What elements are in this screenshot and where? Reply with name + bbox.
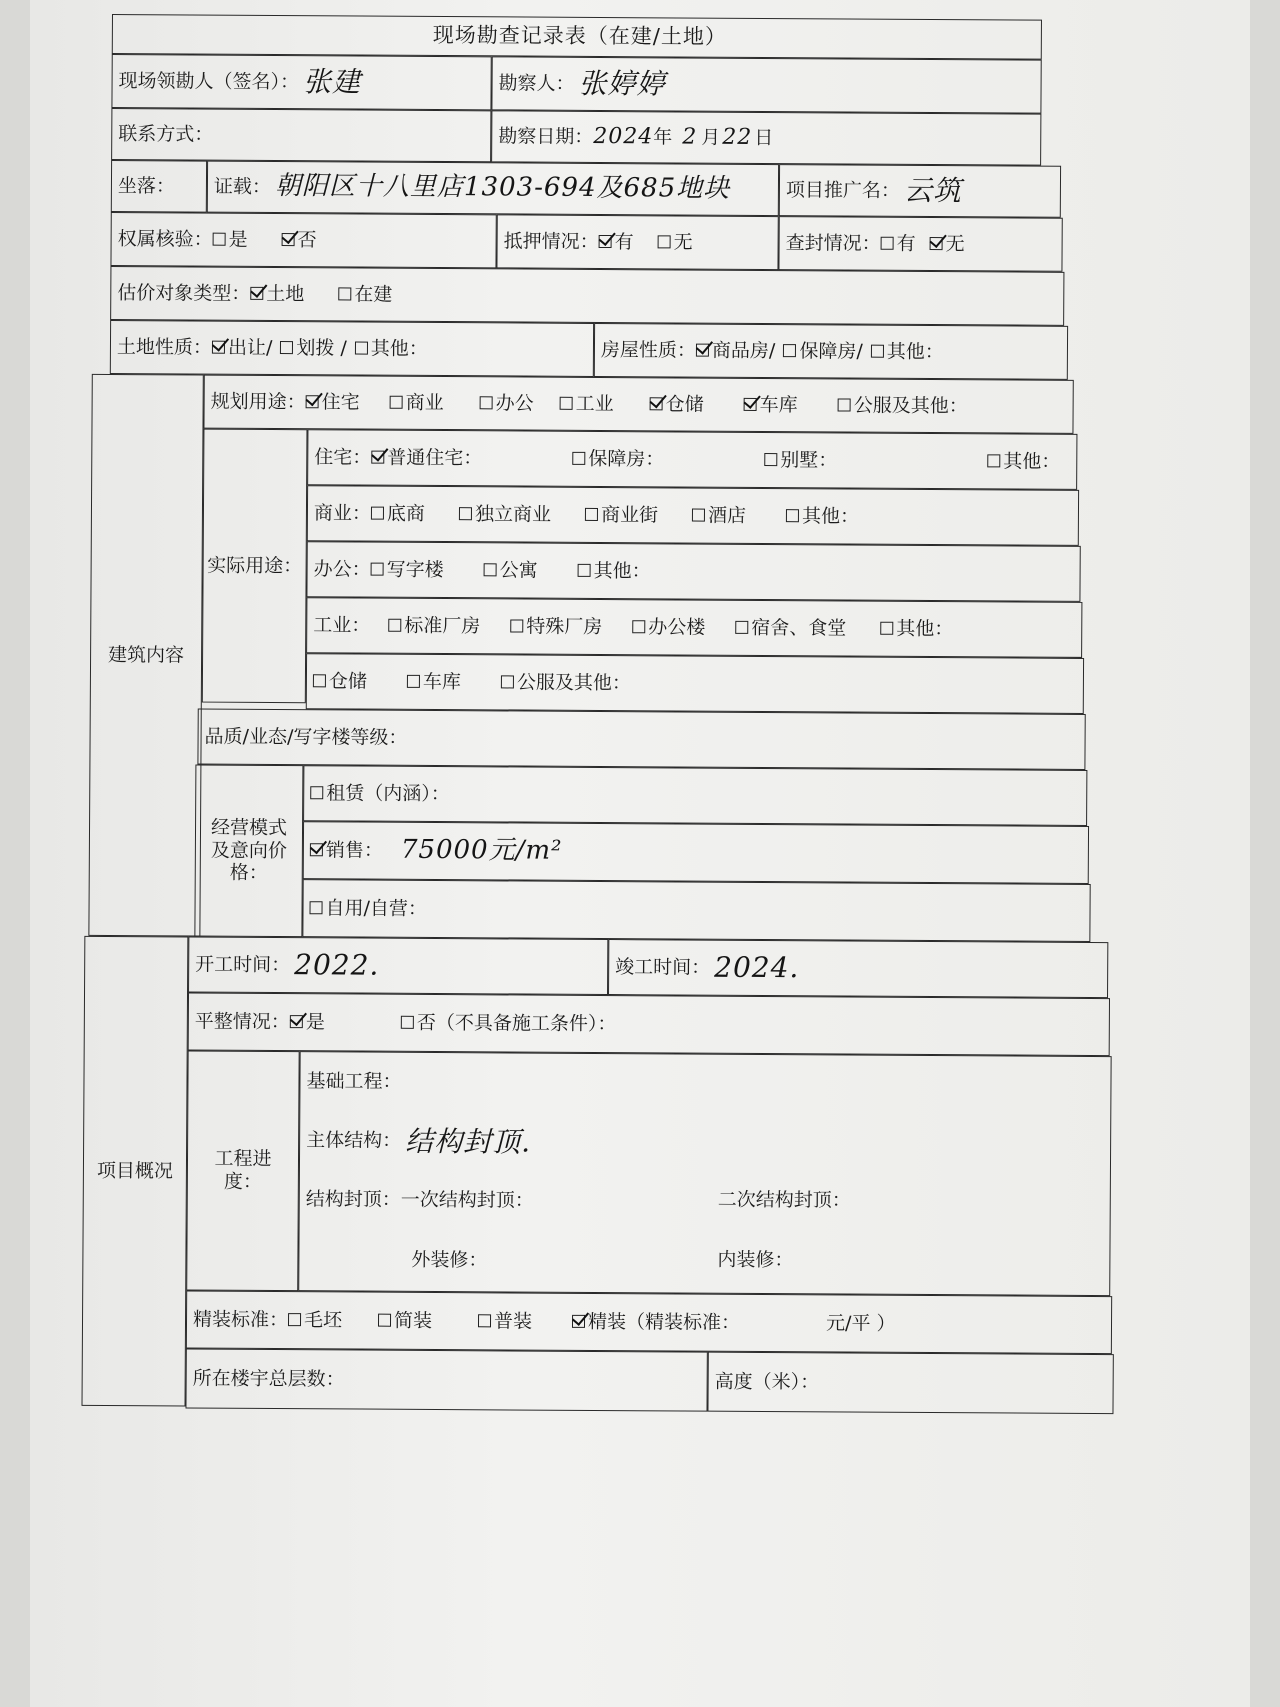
project-name-cell [779, 164, 1061, 218]
lead-surveyor-label: 现场领勘人（签名）： [118, 69, 300, 93]
finish-simple-checkbox[interactable] [378, 1314, 391, 1327]
actual-residential-other-text: 其他： [1003, 450, 1061, 473]
leveling-yes-text: 是 [305, 1010, 325, 1033]
mortgage-no-checkbox[interactable] [658, 236, 671, 249]
main-structure-row [306, 1124, 531, 1159]
planned-use-storage-checkbox[interactable] [650, 398, 663, 411]
business-sale-cell [303, 821, 1089, 884]
finish-normal-text: 普装 [494, 1309, 533, 1333]
planned-use-commercial-text: 商业 [405, 391, 444, 414]
business-self-use-cell [302, 879, 1090, 942]
business-self-use-text: 自用/自营： [325, 896, 428, 920]
land-nature-label: 土地性质： [116, 335, 213, 359]
house-nature-affordable-text: 保障房/ [799, 339, 863, 363]
actual-industrial-other-text: 其他： [896, 617, 954, 640]
survey-day-unit: 日 [754, 126, 774, 149]
leveling-no-text: 否（不具备施工条件）： [416, 1011, 617, 1035]
actual-residential-villa-checkbox[interactable] [764, 453, 777, 466]
business-lease-cell [303, 765, 1087, 826]
leveling-label: 平整情况： [194, 1010, 290, 1033]
actual-commercial-hotel-text: 酒店 [707, 504, 747, 527]
actual-residential-affordable-checkbox[interactable] [572, 452, 585, 465]
seizure-no-checkbox[interactable] [930, 237, 943, 250]
house-nature-cell [594, 323, 1068, 380]
actual-residential-cell [307, 429, 1077, 490]
actual-other-public-text: 公服及其他： [516, 671, 632, 694]
actual-residential-ordinary-text: 普通住宅： [387, 446, 483, 469]
building-content-label-cell [88, 374, 203, 937]
lead-surveyor-signature: 张建 [303, 65, 362, 99]
actual-industrial-standard-checkbox[interactable] [388, 619, 401, 632]
survey-form [96, 14, 1202, 1521]
actual-other-storage-text: 仓储 [328, 669, 368, 693]
planned-use-public-option[interactable] [838, 394, 968, 418]
actual-industrial-office-text: 办公楼 [648, 615, 706, 639]
ownership-yes-option[interactable] [213, 228, 248, 251]
total-floors-cell [185, 1348, 707, 1411]
business-self-use-checkbox[interactable] [310, 902, 323, 915]
planned-use-industrial-option[interactable] [560, 392, 614, 415]
actual-residential-affordable-text: 保障房： [588, 447, 665, 470]
location-label-cell [111, 160, 207, 213]
mortgage-yes-checkbox[interactable] [599, 235, 612, 248]
height-cell [707, 1352, 1113, 1414]
object-type-land-checkbox[interactable] [250, 287, 263, 300]
progress-label-line2: 度： [223, 1170, 262, 1193]
finish-bare-checkbox[interactable] [288, 1314, 301, 1327]
land-nature-other-text: 其他： [370, 337, 428, 360]
ownership-no-checkbox[interactable] [282, 234, 295, 247]
main-structure-label: 主体结构： [306, 1129, 402, 1153]
actual-industrial-dorm-option[interactable] [735, 616, 846, 639]
actual-residential-villa-text: 别墅： [780, 448, 838, 472]
business-lease-checkbox[interactable] [310, 787, 323, 800]
planned-use-commercial-option[interactable] [390, 391, 444, 414]
house-nature-other-text: 其他： [886, 340, 944, 363]
finish-fine-checkbox[interactable] [572, 1315, 585, 1328]
actual-industrial-dorm-text: 宿舍、食堂 [751, 616, 847, 640]
survey-day: 22 [722, 124, 753, 150]
lead-surveyor-cell [111, 54, 491, 110]
finish-unit: 元/平 ） [826, 1311, 896, 1335]
planned-use-public-checkbox[interactable] [838, 399, 851, 412]
actual-commercial-street-checkbox[interactable] [585, 508, 598, 521]
actual-other-storage-option[interactable] [313, 670, 367, 693]
business-sale-option[interactable] [310, 839, 383, 862]
ownership-no-option[interactable] [282, 229, 317, 252]
business-lease-text: 租赁（内涵）： [326, 781, 450, 805]
object-type-land-text: 土地 [266, 282, 305, 305]
finish-fine-option[interactable] [572, 1310, 740, 1334]
actual-residential-affordable-option[interactable] [572, 447, 664, 470]
actual-residential-other-option[interactable] [987, 450, 1060, 473]
land-nature-allocation-option[interactable] [280, 337, 347, 360]
mortgage-cell [496, 214, 778, 270]
actual-commercial-cell [307, 485, 1079, 546]
start-time-label: 开工时间： [195, 953, 291, 976]
leveling-no-option[interactable] [401, 1011, 617, 1035]
finish-bare-option[interactable] [288, 1309, 342, 1332]
mortgage-yes-text: 有 [614, 230, 634, 253]
progress-detail-cell [298, 1051, 1111, 1296]
actual-commercial-label: 商业： [313, 501, 372, 525]
progress-label-cell [186, 1050, 299, 1291]
finish-standard-cell [186, 1290, 1112, 1354]
actual-office-other-option[interactable] [578, 559, 651, 582]
actual-other-garage-checkbox[interactable] [407, 675, 420, 688]
cert-address: 朝阳区十八里店1303-694及685地块 [274, 171, 731, 205]
actual-industrial-office-option[interactable] [632, 616, 705, 639]
ownership-label: 权属核验： [117, 227, 213, 251]
foundation-row [306, 1070, 401, 1093]
form-title: 现场勘查记录表（在建/土地） [112, 14, 1042, 60]
actual-industrial-dorm-checkbox[interactable] [735, 621, 748, 634]
object-type-cell [110, 266, 1064, 326]
second-topping-row [718, 1189, 851, 1213]
land-nature-allocation-text: 划拨 / [296, 336, 347, 360]
actual-commercial-other-checkbox[interactable] [786, 510, 799, 523]
land-nature-transfer-option[interactable] [212, 336, 273, 359]
location-label: 坐落： [117, 174, 176, 197]
land-nature-cell [110, 320, 594, 377]
survey-month-unit: 月 [701, 126, 721, 149]
cert-label: 证载： [213, 175, 272, 198]
house-nature-other-option[interactable] [871, 340, 944, 363]
land-nature-transfer-checkbox[interactable] [212, 341, 225, 354]
first-topping-label: 一次结构封顶： [400, 1188, 534, 1212]
actual-industrial-cell [306, 597, 1082, 658]
survey-date-cell [491, 110, 1041, 165]
actual-office-apartment-text: 公寓 [499, 558, 538, 582]
second-topping-label: 二次结构封顶： [717, 1188, 851, 1212]
actual-residential-ordinary-option[interactable] [371, 446, 482, 469]
actual-commercial-street-shop-option[interactable] [371, 502, 425, 525]
business-mode-label-cell [194, 765, 303, 938]
house-nature-other-checkbox[interactable] [871, 345, 884, 358]
house-nature-commodity-text: 商品房/ [711, 339, 776, 362]
land-nature-other-checkbox[interactable] [355, 342, 368, 355]
interior-row [717, 1249, 793, 1272]
actual-other-public-option[interactable] [501, 671, 631, 695]
finish-normal-option[interactable] [478, 1310, 532, 1333]
exterior-label: 外装修： [411, 1248, 488, 1272]
planned-use-public-text: 公服及其他： [853, 394, 968, 417]
project-overview-label: 项目概况 [96, 1159, 174, 1182]
planned-use-industrial-text: 工业 [575, 392, 614, 415]
planned-use-residential-option[interactable] [306, 391, 360, 414]
actual-office-other-text: 其他： [593, 559, 651, 582]
land-nature-other-option[interactable] [355, 337, 428, 360]
seizure-cell [778, 216, 1062, 272]
mortgage-no-text: 无 [673, 231, 693, 254]
house-nature-commodity-checkbox[interactable] [696, 344, 709, 357]
actual-industrial-special-text: 特殊厂房 [526, 615, 603, 638]
object-type-construction-checkbox[interactable] [338, 288, 351, 301]
survey-year-unit: 年 [653, 125, 673, 149]
actual-residential-villa-option[interactable] [764, 449, 837, 472]
surveyor-signature: 张婷婷 [578, 67, 666, 101]
planned-use-garage-option[interactable] [744, 393, 798, 416]
land-nature-allocation-checkbox[interactable] [280, 342, 293, 355]
actual-office-apartment-option[interactable] [484, 559, 538, 582]
actual-other-garage-option[interactable] [407, 670, 461, 693]
planned-use-storage-text: 仓储 [665, 392, 704, 416]
progress-label-line1: 工程进 [214, 1147, 272, 1171]
paper-sheet [30, 0, 1250, 1707]
actual-office-building-option[interactable] [371, 558, 444, 581]
actual-industrial-special-checkbox[interactable] [510, 620, 523, 633]
ownership-no-text: 否 [297, 228, 317, 251]
finish-standard-label: 精装标准： [192, 1308, 289, 1331]
business-mode-label-line3: 格： [229, 862, 268, 885]
actual-other-cell [306, 653, 1084, 714]
business-sale-price: 75000元/m² [400, 835, 563, 867]
completion-time-value: 2024. [714, 950, 800, 985]
leveling-yes-option[interactable] [290, 1011, 325, 1034]
actual-office-label: 办公： [313, 557, 371, 581]
actual-residential-label: 住宅： [314, 445, 372, 469]
mortgage-label: 抵押情况： [503, 229, 599, 253]
foundation-label: 基础工程： [306, 1070, 402, 1093]
finish-bare-text: 毛坯 [303, 1308, 343, 1332]
surveyor-label: 勘察人： [498, 71, 575, 95]
total-floors-label: 所在楼宇总层数： [192, 1367, 345, 1391]
start-time-cell [188, 936, 608, 995]
actual-use-label-cell [202, 429, 308, 704]
completion-time-cell [608, 939, 1108, 998]
business-sale-checkbox[interactable] [310, 844, 323, 857]
actual-residential-other-checkbox[interactable] [987, 455, 1000, 468]
planned-use-office-checkbox[interactable] [480, 397, 493, 410]
quality-label: 品质/业态/写字楼等级： [204, 725, 408, 749]
object-type-label: 估价对象类型： [117, 281, 251, 305]
finish-simple-option[interactable] [378, 1309, 432, 1332]
actual-industrial-special-option[interactable] [510, 615, 602, 638]
actual-commercial-street-option[interactable] [585, 503, 658, 526]
interior-label: 内装修： [717, 1248, 794, 1272]
house-nature-affordable-option[interactable] [783, 340, 863, 363]
finish-normal-checkbox[interactable] [478, 1315, 491, 1328]
actual-commercial-street-text: 商业街 [600, 503, 659, 526]
quality-cell [197, 709, 1085, 770]
seizure-label: 查封情况： [785, 231, 881, 255]
surveyor-cell [491, 56, 1041, 113]
topping-label: 结构封顶： [305, 1188, 401, 1211]
planned-use-label: 规划用途： [210, 390, 306, 413]
contact-label: 联系方式： [118, 122, 214, 146]
house-nature-commodity-option[interactable] [696, 339, 776, 362]
ownership-yes-checkbox[interactable] [213, 233, 226, 246]
actual-use-label: 实际用途： [207, 554, 303, 577]
seizure-no-option[interactable] [930, 233, 965, 256]
business-mode-label-line2: 及意向价 [210, 839, 287, 862]
leveling-yes-checkbox[interactable] [290, 1016, 303, 1029]
actual-commercial-standalone-option[interactable] [459, 503, 551, 526]
seizure-yes-text: 有 [896, 232, 916, 255]
house-nature-label: 房屋性质： [600, 338, 697, 362]
business-lease-option[interactable] [310, 782, 450, 806]
ownership-cell [110, 212, 496, 268]
object-type-land-option[interactable] [250, 282, 304, 305]
actual-office-building-text: 写字楼 [386, 558, 444, 581]
seizure-yes-checkbox[interactable] [881, 237, 894, 250]
object-type-construction-option[interactable] [338, 283, 392, 306]
actual-industrial-other-checkbox[interactable] [880, 622, 893, 635]
planned-use-office-text: 办公 [495, 391, 534, 415]
actual-industrial-standard-text: 标准厂房 [404, 614, 481, 637]
actual-office-cell [306, 541, 1080, 602]
topping-row [306, 1188, 534, 1212]
survey-month: 2 [682, 124, 698, 150]
seizure-yes-option[interactable] [881, 232, 916, 255]
house-nature-affordable-checkbox[interactable] [783, 345, 796, 358]
business-sale-text: 销售： [325, 838, 383, 862]
actual-office-apartment-checkbox[interactable] [484, 564, 497, 577]
actual-industrial-standard-option[interactable] [388, 614, 480, 637]
ownership-yes-text: 是 [228, 228, 248, 251]
planned-use-commercial-checkbox[interactable] [390, 396, 403, 409]
actual-commercial-other-text: 其他： [801, 504, 860, 528]
planned-use-cell [203, 375, 1073, 434]
survey-date-label: 勘察日期： [498, 124, 594, 148]
land-nature-transfer-text: 出让/ [227, 336, 273, 359]
mortgage-no-option[interactable] [658, 231, 693, 254]
actual-industrial-other-option[interactable] [880, 617, 953, 640]
actual-commercial-hotel-option[interactable] [692, 504, 746, 527]
building-content-label: 建筑内容 [108, 643, 185, 667]
actual-commercial-standalone-text: 独立商业 [474, 502, 552, 526]
planned-use-residential-checkbox[interactable] [306, 396, 319, 409]
business-mode-label-line1: 经营模式 [210, 816, 288, 839]
leveling-cell [188, 992, 1110, 1056]
contact-cell [111, 108, 491, 162]
planned-use-office-option[interactable] [480, 392, 534, 415]
actual-other-storage-checkbox[interactable] [313, 675, 326, 688]
actual-other-garage-text: 车库 [422, 670, 462, 693]
completion-time-label: 竣工时间： [615, 955, 711, 979]
survey-year: 2024 [593, 123, 654, 150]
project-name-value: 云筑 [903, 174, 963, 208]
start-time-value: 2022. [294, 948, 380, 982]
height-label: 高度（米）： [714, 1370, 820, 1393]
actual-commercial-street-shop-checkbox[interactable] [371, 507, 384, 520]
finish-simple-text: 简装 [393, 1309, 433, 1332]
project-overview-label-cell [81, 936, 188, 1407]
actual-commercial-street-shop-text: 底商 [386, 502, 426, 525]
planned-use-garage-text: 车库 [759, 393, 798, 416]
actual-commercial-standalone-checkbox[interactable] [459, 508, 472, 521]
planned-use-industrial-checkbox[interactable] [560, 397, 573, 410]
actual-industrial-office-checkbox[interactable] [632, 621, 645, 634]
business-self-use-option[interactable] [309, 897, 427, 921]
planned-use-storage-option[interactable] [650, 393, 704, 416]
project-name-label: 项目推广名： [785, 178, 901, 202]
actual-commercial-hotel-checkbox[interactable] [692, 509, 705, 522]
finish-fine-text: 精装（精装标准： [588, 1310, 741, 1334]
object-type-construction-text: 在建 [354, 283, 393, 306]
seizure-no-text: 无 [945, 232, 965, 255]
actual-industrial-label: 工业： [313, 613, 371, 637]
actual-other-public-checkbox[interactable] [501, 676, 514, 689]
planned-use-garage-checkbox[interactable] [744, 398, 757, 411]
actual-residential-ordinary-checkbox[interactable] [371, 451, 384, 464]
actual-office-other-checkbox[interactable] [578, 564, 591, 577]
main-structure-value: 结构封顶. [405, 1124, 532, 1159]
exterior-row [411, 1249, 487, 1272]
planned-use-residential-text: 住宅 [321, 390, 360, 414]
location-cert-cell [207, 161, 779, 216]
leveling-no-checkbox[interactable] [401, 1016, 414, 1029]
mortgage-yes-option[interactable] [599, 231, 634, 254]
actual-office-building-checkbox[interactable] [371, 563, 384, 576]
actual-commercial-other-option[interactable] [786, 505, 859, 528]
